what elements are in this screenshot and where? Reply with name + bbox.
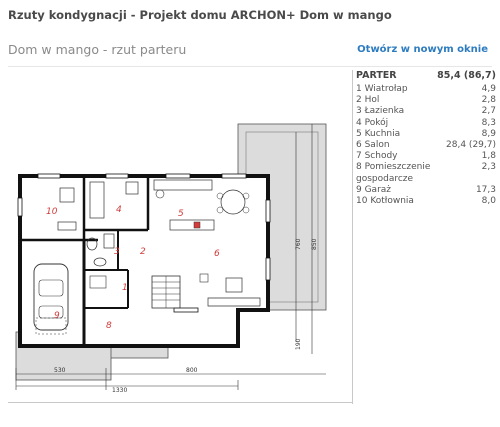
divider: [8, 66, 492, 67]
room-legend: [356, 70, 496, 207]
floor-plan-window: [0, 30, 500, 427]
dim-1330: 1330: [112, 387, 128, 394]
legend-total: 85,4 (86,7): [437, 70, 496, 81]
room-number-8: 8: [106, 321, 112, 331]
dim-800: 800: [186, 367, 198, 374]
window: [266, 200, 270, 222]
window-title: Dom w mango - rzut parteru: [8, 42, 187, 57]
window: [38, 174, 60, 178]
window: [174, 308, 198, 312]
floor-plan-drawing: [8, 72, 350, 400]
legend-row: 10 Kotłownia 8,0: [356, 196, 496, 207]
legend-row: 7 Schody 1,8: [356, 151, 496, 162]
plan-bottom-border: [8, 402, 353, 403]
room-number-5: 5: [178, 209, 184, 219]
page-header: [0, 0, 500, 31]
legend-row: 3 Łazienka 2,7: [356, 106, 496, 117]
fireplace: [194, 222, 200, 228]
room-number-4: 4: [116, 205, 122, 215]
legend-row: 9 Garaż 17,3: [356, 184, 496, 195]
legend-header: [356, 70, 496, 81]
legend-divider: [352, 70, 353, 404]
dim-190: 190: [295, 338, 302, 350]
dim-760: 760: [295, 238, 302, 250]
legend-row: 2 Hol 2,8: [356, 95, 496, 106]
room-number-6: 6: [214, 249, 220, 259]
open-in-new-window-link[interactable]: Otwórz w nowym oknie: [357, 44, 488, 55]
room-number-10: 10: [46, 207, 58, 217]
room-number-3: 3: [114, 247, 120, 257]
legend-row: 8 Pomieszczenie gospodarcze 2,3: [356, 162, 496, 184]
legend-row: 5 Kuchnia 8,9: [356, 128, 496, 139]
page-title: Rzuty kondygnacji - Projekt domu ARCHON+ Dom w mango: [8, 8, 392, 22]
legend-row: 4 Pokój 8,3: [356, 117, 496, 128]
legend-row: 1 Wiatrołap 4,9: [356, 84, 496, 94]
window: [266, 258, 270, 280]
window: [18, 198, 22, 216]
room-number-2: 2: [140, 247, 146, 257]
room-number-1: 1: [122, 283, 128, 293]
legend-row: 6 Salon 28,4 (29,7): [356, 140, 496, 151]
dim-850: 850: [311, 238, 318, 250]
window: [106, 174, 128, 178]
dim-530: 530: [54, 367, 66, 374]
window: [222, 174, 246, 178]
room-number-9: 9: [54, 311, 60, 321]
legend-title: PARTER: [356, 70, 397, 81]
window: [166, 174, 190, 178]
